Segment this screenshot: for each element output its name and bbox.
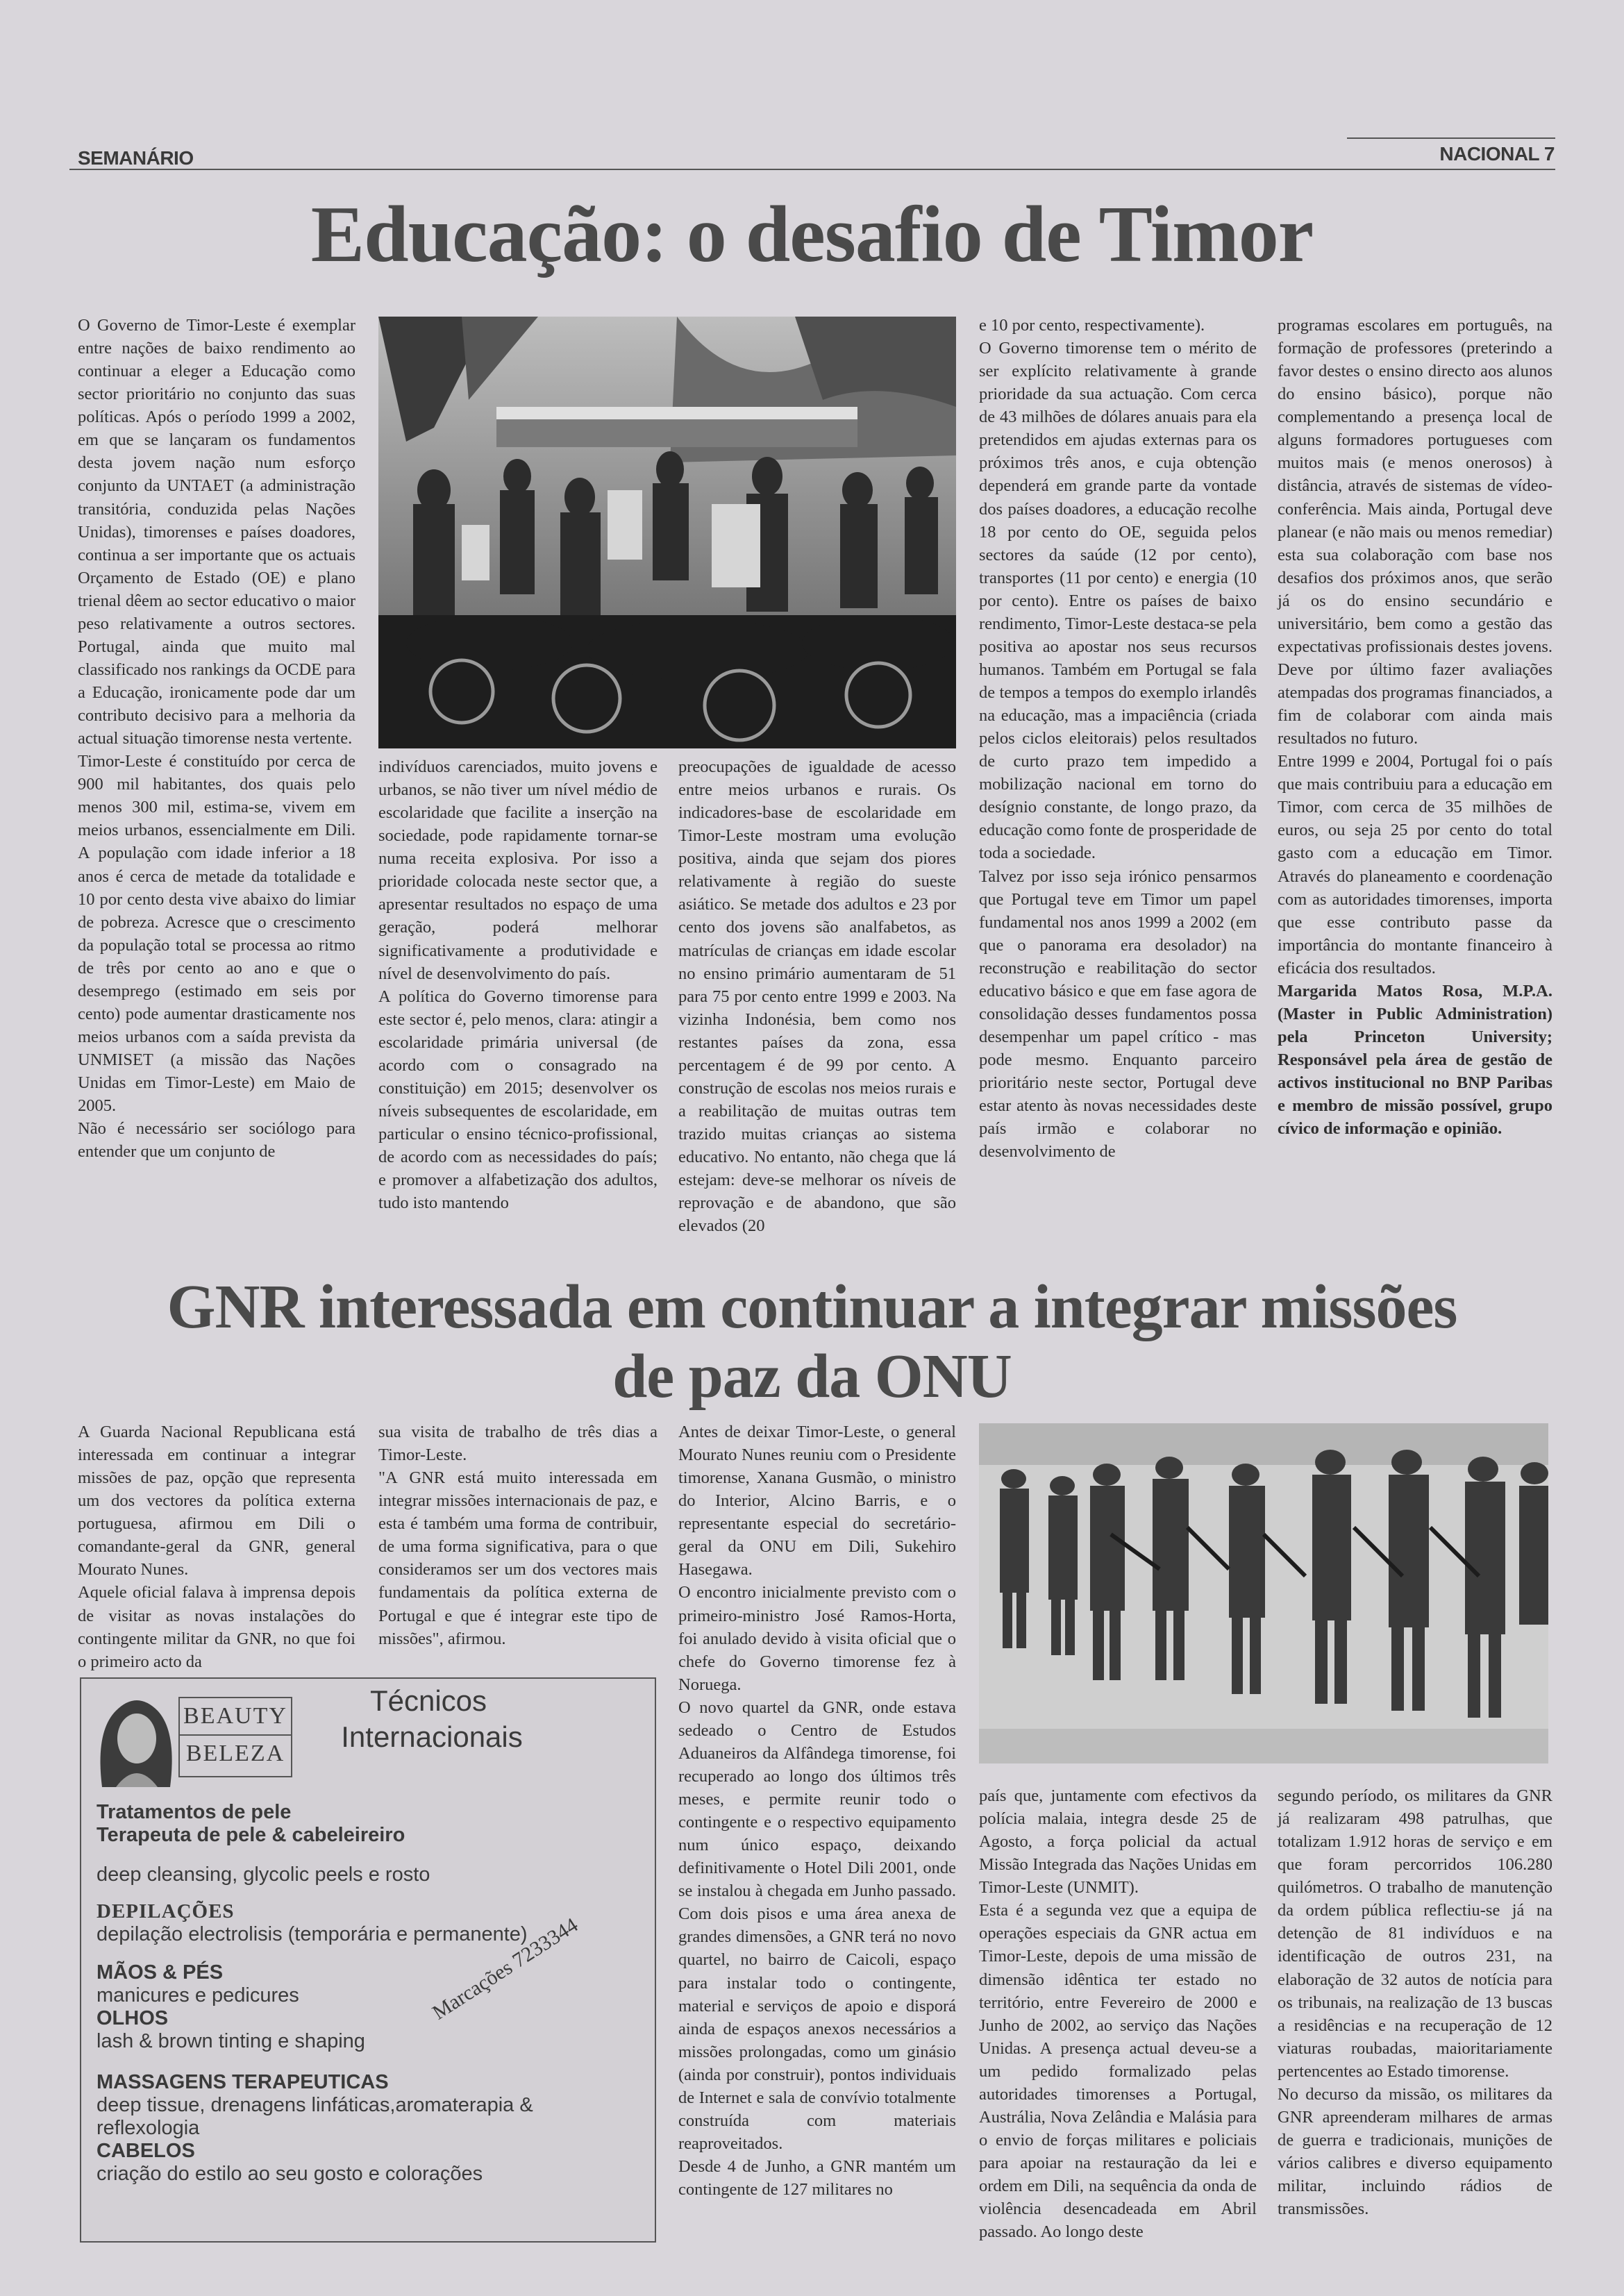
- header-top-rule: [1347, 137, 1555, 139]
- appointments-phone-number: Marcações 7233344: [428, 1913, 583, 2025]
- service-heading: Tratamentos de pele: [97, 1801, 292, 1823]
- article2-column-3: [678, 1421, 956, 2201]
- logo-text-beauty: BEAUTY: [183, 1703, 287, 1729]
- ad-title-line1: Técnicos: [369, 1684, 487, 1717]
- paragraph: Antes de deixar Timor-Leste, o general Mourato Nunes reuniu com o Presidente timorense, Xanana Gusmão, o ministro do Interior, Alcino Barris, e o representante especial do secretário-geral da ONU em Dili, Sukehiro Hasegawa.: [678, 1423, 956, 1579]
- article1-column-1: [78, 314, 355, 1163]
- beauty-beleza-logo: [178, 1697, 292, 1777]
- paragraph: A Guarda Nacional Republicana está interessada em continuar a integrar missões de paz, opção que representa um dos vectores da política externa portuguesa, afirmou em Dili o comandante-geral da GNR, general Mourato Nunes.: [78, 1423, 355, 1579]
- paragraph: Timor-Leste é constituído por cerca de 900 mil habitantes, dos quais pelo menos 300 mil, estima-se, vivem em meios urbanos, essencialmente em Dili. A população com idade inferior a 18 anos é cerca de metade da totalidade e 10 por cento desta vive abaixo do limiar de pobreza. Acresce que o crescimento da população total se processa ao ritmo de três por cento ao ano e que o desemprego (estimado em seis por cento) pode aumentar drasticamente nos meios urbanos com a saída prevista da UNMISET (a missão das Nações Unidas em Timor-Leste) em Maio de 2005.: [78, 752, 355, 1116]
- article2-photo-gnr-soldiers: [979, 1423, 1548, 1763]
- ad-services-list: [97, 1801, 638, 2186]
- service-text: deep cleansing, glycolic peels e rosto: [97, 1863, 430, 1886]
- service-heading: MASSAGENS TERAPEUTICAS: [97, 2071, 389, 2093]
- header-rule: [69, 169, 1555, 170]
- paragraph: Não é necessário ser sociólogo para entender que um conjunto de: [78, 1119, 355, 1162]
- article2-column-5: [1278, 1784, 1552, 2220]
- service-heading: DEPILAÇÕES: [97, 1900, 235, 1922]
- paragraph: preocupações de igualdade de acesso entre meios urbanos e rurais. Os indicadores-base de escolaridade em Timor-Leste mostram uma evolução positiva, ainda que sejam dos piores relativamente à região do sueste asiático. Se metade dos adultos e 23 por cento dos jovens são analfabetos, as matrículas de crianças em idade escolar no ensino primário aumentaram de 51 para 75 por cento entre 1999 e 2003. Na vizinha Indonésia, bem como nos restantes países da zona, essa percentagem é de 99 por cento. A construção de escolas nos meios rurais e a reabilitação de muitas outras tem trazido muitas crianças ao sistema educativo. No entanto, não chega que lá estejam: deve-se melhorar os níveis de reprovação e de abandono, que são elevados (20: [678, 757, 956, 1236]
- logo-text-beleza: BELEZA: [180, 1734, 291, 1772]
- article2-column-4: [979, 1784, 1257, 2243]
- service-text: manicures e pedicures: [97, 1984, 299, 2006]
- crowd-photo-illustration: [378, 317, 956, 748]
- paragraph: e 10 por cento, respectivamente).: [979, 316, 1205, 335]
- paragraph: A política do Governo timorense para este sector é, pelo menos, clara: atingir a escolaridade primária universal (de acordo com o consagrado na constituição) em 2015; desenvolver os níveis subsequentes de escolaridade, em particular o ensino técnico-profissional, de acordo com as necessidades do país; e promover a alfabetização dos adultos, tudo isto mantendo: [378, 987, 658, 1213]
- paragraph: Entre 1999 e 2004, Portugal foi o país que mais contribuiu para a educação em Timor, com cerca de 35 milhões de euros, ou seja 25 por cento do total gasto com a educação em Timor. Através do planeamento e coordenação com as autoridades timorenses, importa que esse contributo passe da importância do montante financeiro à eficácia dos resultados.: [1278, 752, 1552, 978]
- paragraph: O encontro inicialmente previsto com o primeiro-ministro José Ramos-Horta, foi anulado devido à visita oficial que o chefe do Governo timorense fez à Noruega.: [678, 1583, 956, 1694]
- service-heading: CABELOS: [97, 2140, 195, 2162]
- paragraph: Talvez por isso seja irónico pensarmos que Portugal teve em Timor um papel fundamental nos anos 1999 a 2002 (em que o panorama era desolador) na reconstrução e reabilitação do sector educativo básico e que em fase agora de consolidação desses fundamentos possa desempenhar um papel crítico - mas pode mesmo. Enquanto parceiro prioritário neste sector, Portugal deve estar atento às novas necessidades deste país irmão e colaborar no desenvolvimento de: [979, 866, 1257, 1162]
- paragraph: O Governo de Timor-Leste é exemplar entre nações de baixo rendimento ao continuar a eleger a Educação como sector prioritário no conjunto das suas políticas. Após o período 1999 a 2002, em que se lançaram os fundamentos desta jovem nação num esforço conjunto da UNTAET (a administração transitória, conduzida pelas Nações Unidas), timorenses e países doadores, continua a ser importante que os actuais Orçamento de Estado (OE) e plano trienal dêem ao sector educativo o maior peso relativamente a outros sectores. Portugal, ainda que muito mal classificado nos rankings da OCDE para a Educação, ironicamente pode dar um contributo decisivo para a melhoria da actual situação timorense nesta vertente.: [78, 316, 355, 748]
- paragraph: sua visita de trabalho de três dias a Timor-Leste.: [378, 1423, 658, 1465]
- article2-headline-line1: GNR interessada em continuar a integrar missões: [167, 1273, 1457, 1341]
- article2-headline-line2: de paz da ONU: [612, 1342, 1012, 1411]
- paragraph: "A GNR está muito interessada em integrar missões internacionais de paz, e esta é também uma forma de contribuir, de uma forma significativa, para o que consideramos ser um dos vectores mais fundamentais da política externa de Portugal e que é integrar este tipo de missões", afirmou.: [378, 1468, 658, 1648]
- article1-column-3: [678, 755, 956, 1237]
- ad-title-line2: Internacionais: [341, 1720, 523, 1753]
- article1-headline: Educação: o desafio de Timor: [310, 190, 1314, 279]
- article1-photo-crowd: [378, 317, 956, 748]
- paragraph: Esta é a segunda vez que a equipa de operações especiais da GNR actua em Timor-Leste, depois de uma missão de dimensão idêntica ter estado no território, entre Fevereiro de 2000 e Junho de 2002, ao serviço das Nações Unidas. A presença actual deveu-se a um pedido formalizado pelas autoridades timorenses a Portugal, Austrália, Nova Zelândia e Malásia para o envio de forças militares e policiais para apoiar na restauração da lei e ordem em Dili, na sequência da onda de violência desencadeada em Abril passado. Ao longo deste: [979, 1901, 1257, 2242]
- article2-column-1: [78, 1421, 355, 1673]
- paragraph: No decurso da missão, os militares da GNR apreenderam milhares de armas de guerra e tradicionais, munições de vários calibres e diverso equipamento militar, incluindo rádios de transmissões.: [1278, 2084, 1552, 2219]
- service-text: depilação electrolisis (temporária e permanente): [97, 1923, 528, 1945]
- article2-column-2: [378, 1421, 658, 1650]
- soldiers-photo-illustration: [979, 1423, 1548, 1763]
- paragraph: Desde 4 de Junho, a GNR mantém um contingente de 127 militares no: [678, 2157, 956, 2199]
- service-heading: OLHOS: [97, 2007, 169, 2029]
- paragraph: O novo quartel da GNR, onde estava sedeado o Centro de Estudos Aduaneiros da Alfândega timorense, foi recuperado ao longo dos últimos três meses, e permite reunir todo o contingente e o respectivo equipamento num único espaço, deixando definitivamente o Hotel Dili 2001, onde se instalou à chegada em Junho passado. Com dois pisos e uma área anexa de grandes dimensões, a GNR terá no novo quartel, no bairro de Caicoli, espaço para instalar todo o contingente, material e serviços de apoio e disporá ainda de espaços anexos necessários a missões prolongadas, como um ginásio (ainda por construir), pontos individuais de Internet e sala de convívio totalmente construída com materiais reaproveitados.: [678, 1698, 956, 2153]
- service-text: deep tissue, drenagens linfáticas,aromaterapia & reflexologia: [97, 2094, 533, 2139]
- paragraph: Aquele oficial falava à imprensa depois de visitar as novas instalações do contingente militar da GNR, no que foi o primeiro acto da: [78, 1583, 355, 1671]
- paragraph: país que, juntamente com efectivos da polícia malaia, integra desde 25 de Agosto, a força policial da actual Missão Integrada das Nações Unidas em Timor-Leste (UNMIT).: [979, 1786, 1257, 1897]
- article1-column-4: [979, 314, 1257, 1163]
- service-text: criação do estilo ao seu gosto e colorações: [97, 2163, 483, 2185]
- paragraph: O Governo timorense tem o mérito de ser explícito relativamente à grande prioridade da sua actuação. Com cerca de 43 milhões de dólares anuais para ela pretendidos em ajudas externas para os próximos três anos, e cuja obtenção dependerá em grande parte da vontade dos países doadores, a educação recolhe 18 por cento do OE, seguida pelos sectores da saúde (12 por cento), transportes (11 por cento) e energia (10 por cento). Entre os países de baixo rendimento, Timor-Leste destaca-se pela positiva ao apostar nos seus recursos humanos. Também em Portugal se fala de tempos a tempos do exemplo irlandês na educação, mas a impaciência (criada pelos ciclos eleitorais) pelos resultados de curto prazo tem impedido a mobilização nacional em torno do desígnio constante, de longo prazo, da educação como fonte de prosperidade de toda a sociedade.: [979, 339, 1257, 863]
- beauty-salon-advertisement: [80, 1677, 656, 2243]
- author-signature: Margarida Matos Rosa, M.P.A. (Master in Public Administration) pela Princeton University; Responsável pela área de gestão de activos institucional no BNP Paribas e membro de missão possível, grupo cívico de informação e opinião.: [1278, 981, 1552, 1139]
- section-page-label: NACIONAL 7: [1439, 143, 1555, 165]
- service-text: lash & brown tinting e shaping: [97, 2030, 365, 2052]
- paragraph: programas escolares em português, na formação de professores (preterindo a favor destes o ensino directo aos alunos do ensino básico), porque não complementando a presença local de alguns formadores portugueses com muitos mais (e menos onerosos) à distância, através de sistemas de vídeo-conferência. Mais ainda, Portugal deve planear (e não mais ou menos remediar) esta sua colaboração com base nos desafios dos próximos anos, que serão já os do ensino secundário e universitário, bem como a gestão das expectativas profissionais destes jovens. Deve por último fazer avaliações atempadas dos programas financiados, a fim de colaborar com ainda mais resultados no futuro.: [1278, 316, 1552, 748]
- service-heading: MÃOS & PÉS: [97, 1961, 224, 1984]
- paragraph: segundo período, os militares da GNR já realizaram 498 patrulhas, que totalizam 1.912 horas de serviço e em que foram percorridos 106.280 quilómetros. O trabalho de manutenção da ordem pública reflectiu-se já na detenção de 81 indivíduos e na identificação de outros 231, na elaboração de 32 autos de notícia para os tribunais, na realização de 13 buscas a residências e na recuperação de 12 viaturas roubadas, maioritariamente pertencentes ao Estado timorense.: [1278, 1786, 1552, 2081]
- article1-column-2: [378, 755, 658, 1214]
- service-text: Terapeuta de pele & cabeleireiro: [97, 1824, 405, 1846]
- paragraph: indivíduos carenciados, muito jovens e urbanos, se não tiver um nível médio de escolaridade que facilite a inserção na sociedade, pode rapidamente tornar-se numa receita explosiva. Por isso a prioridade colocada neste sector que, a apresentar resultados no espaço de uma geração, poderá melhorar significativamente a produtividade e nível de desenvolvimento do país.: [378, 757, 658, 983]
- publication-name: SEMANÁRIO: [78, 147, 194, 169]
- article1-column-5: [1278, 314, 1552, 1140]
- woman-portrait-icon: [95, 1690, 177, 1787]
